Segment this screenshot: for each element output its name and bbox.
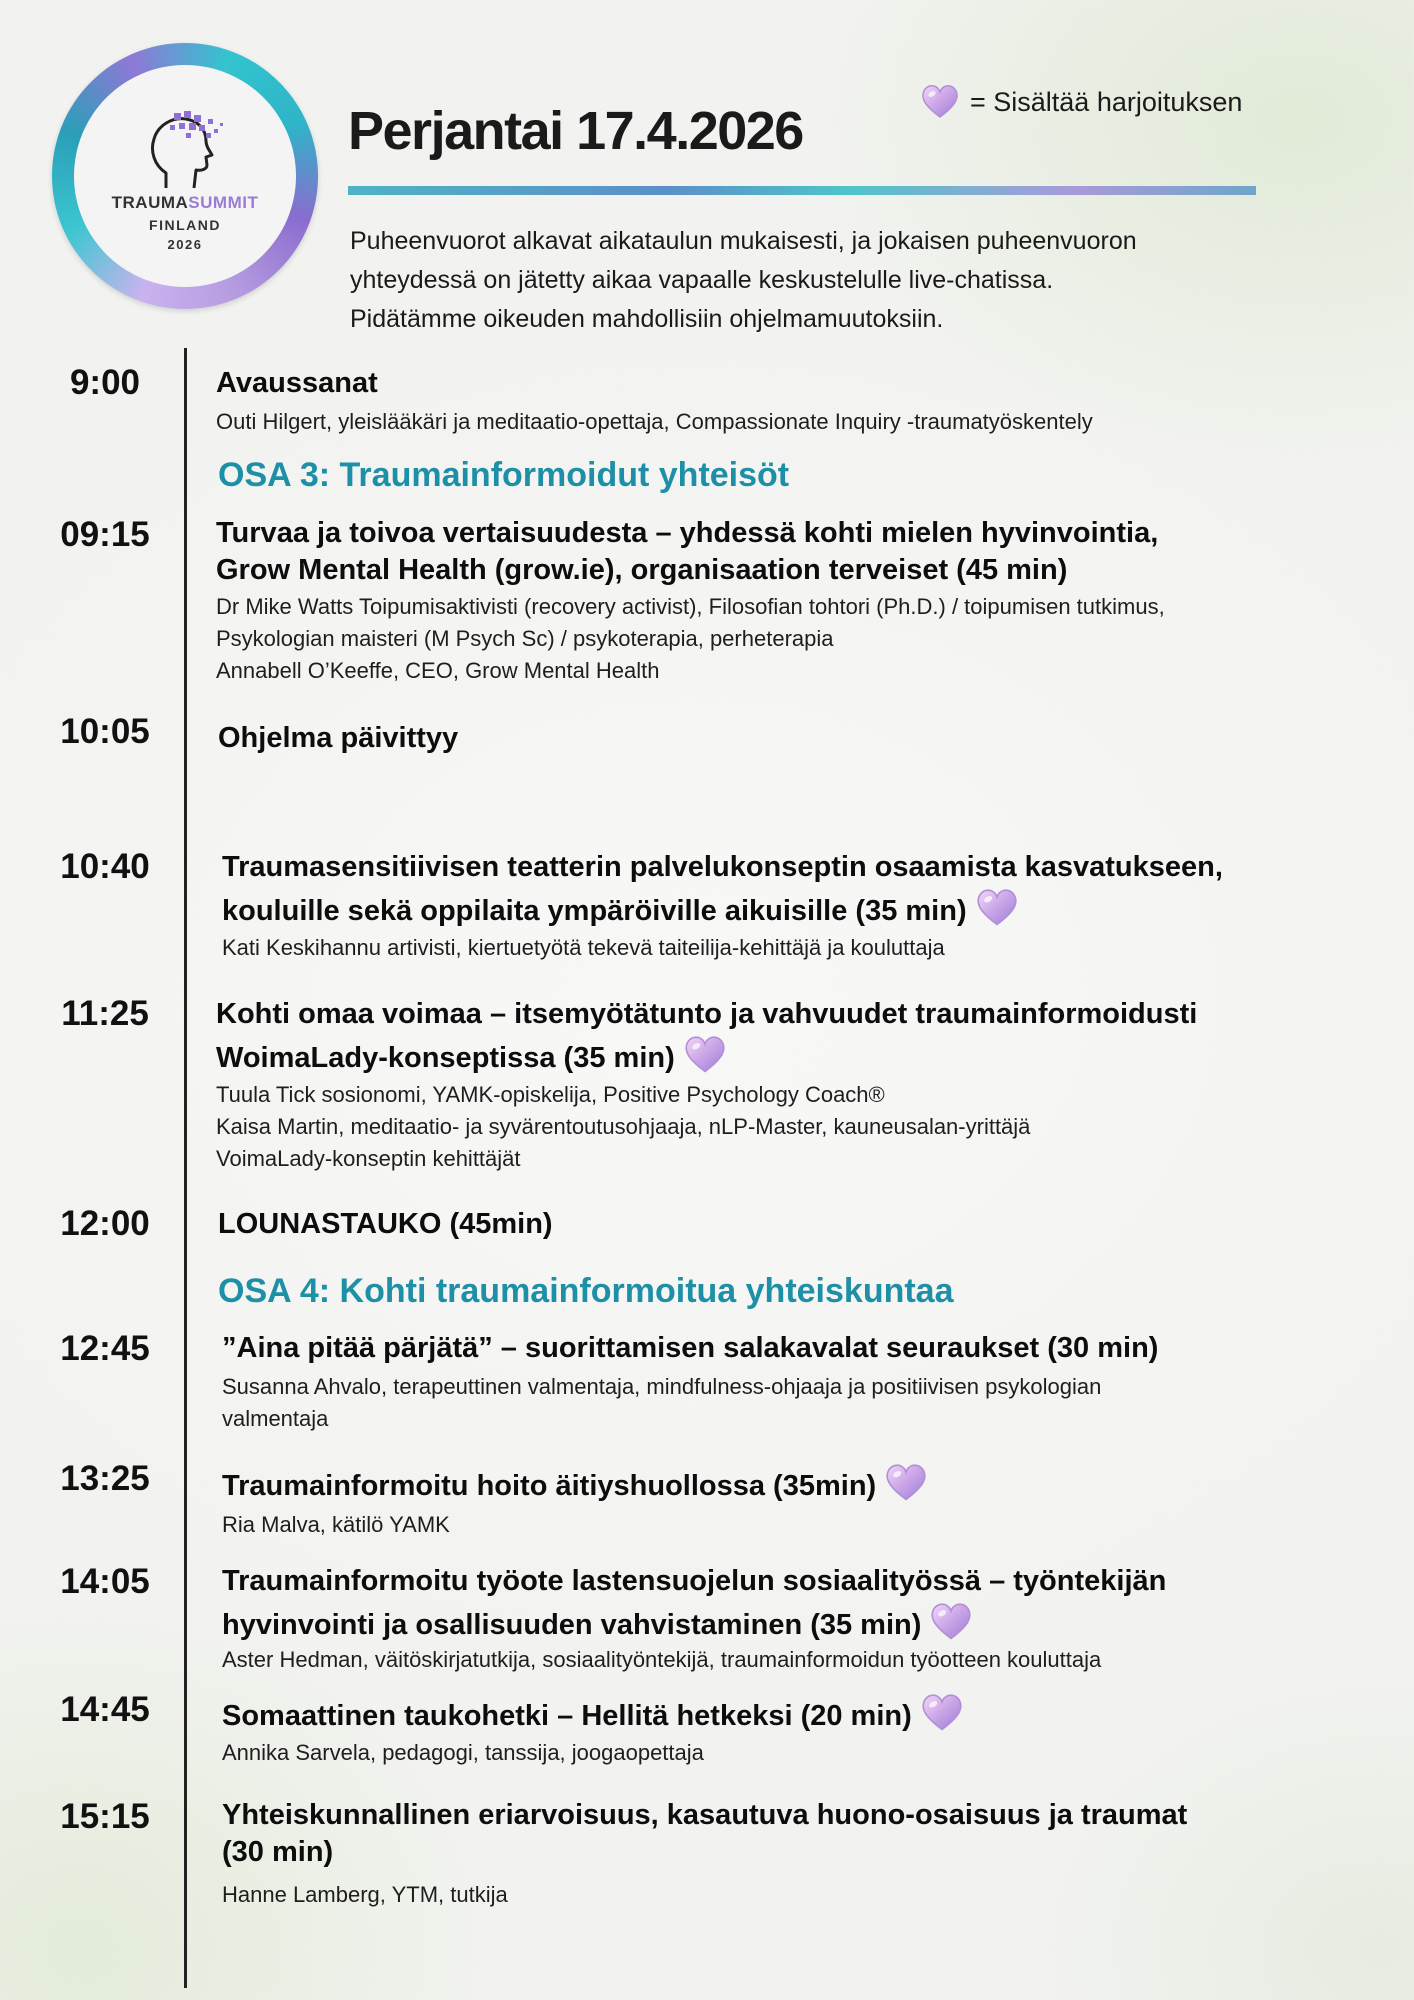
time-label: 14:05 <box>60 1562 150 1601</box>
schedule-item <box>218 1206 1414 1243</box>
session-title: Kohti omaa voimaa – itsemyötätunto ja vahvuudet traumainformoidusti WoimaLady-konseptissa (35 min) <box>216 996 1414 1077</box>
time-label: 15:15 <box>60 1797 150 1836</box>
session-title: ”Aina pitää pärjätä” – suorittamisen salakavalat seuraukset (30 min) <box>222 1332 1159 1364</box>
schedule-item <box>222 1330 1414 1435</box>
schedule-item <box>222 849 1414 964</box>
speaker-line: VoimaLady-konseptin kehittäjät <box>216 1146 521 1171</box>
heart-icon <box>683 1033 727 1077</box>
session-title: Somaattinen taukohetki – Hellitä hetkeksi (20 min) <box>222 1691 1414 1735</box>
speaker-line: Outi Hilgert, yleislääkäri ja meditaatio-opettaja, Compassionate Inquiry -traumatyöskentely <box>216 409 1093 434</box>
speaker-line: valmentaja <box>222 1406 329 1431</box>
head-profile-icon <box>136 103 236 193</box>
time-label: 09:15 <box>60 515 150 554</box>
schedule-item <box>216 515 1414 687</box>
speaker-line: Aster Hedman, väitöskirjatutkija, sosiaalityöntekijä, traumainformoidun työotteen kouluttaja <box>222 1647 1102 1672</box>
timeline-line <box>184 348 187 1988</box>
heart-icon <box>884 1461 928 1505</box>
legend <box>920 82 1242 122</box>
intro-line: Puheenvuorot alkavat aikataulun mukaisesti, ja jokaisen puheenvuoron <box>350 227 1137 255</box>
title-divider <box>348 186 1256 195</box>
speaker-line: Hanne Lamberg, YTM, tutkija <box>222 1882 508 1907</box>
session-title: Traumainformoitu hoito äitiyshuollossa (35min) <box>222 1461 1414 1505</box>
section-heading-osa3: OSA 3: Traumainformoidut yhteisöt <box>218 456 790 494</box>
page-title: Perjantai 17.4.2026 <box>348 101 803 161</box>
schedule-item <box>218 720 1414 757</box>
intro-text <box>350 222 1300 339</box>
logo-year: 2026 <box>167 237 203 252</box>
time-label: 12:00 <box>60 1204 150 1243</box>
time-label: 10:05 <box>60 712 150 751</box>
speaker-line: Annika Sarvela, pedagogi, tanssija, joogaopettaja <box>222 1740 704 1765</box>
intro-line: Pidätämme oikeuden mahdollisiin ohjelmamuutoksiin. <box>350 305 944 333</box>
time-label: 13:25 <box>60 1459 150 1498</box>
session-title: Avaussanat <box>216 367 378 399</box>
time-label: 9:00 <box>69 363 141 402</box>
time-label: 11:25 <box>61 994 149 1033</box>
time-label: 12:45 <box>60 1329 150 1368</box>
intro-line: yhteydessä on jätetty aikaa vapaalle keskustelulle live-chatissa. <box>350 266 1054 294</box>
schedule-item <box>222 1461 1414 1541</box>
speaker-line: Psykologian maisteri (M Psych Sc) / psykoterapia, perheterapia <box>216 626 834 651</box>
session-title: Traumainformoitu työote lastensuojelun sosiaalityössä – työntekijän hyvinvointi ja osallisuuden vahvistaminen (35 min) <box>222 1563 1414 1644</box>
speaker-line: Ria Malva, kätilö YAMK <box>222 1512 450 1537</box>
heart-icon <box>929 1600 973 1644</box>
session-title: LOUNASTAUKO (45min) <box>218 1208 553 1240</box>
session-title: Yhteiskunnallinen eriarvoisuus, kasautuva huono-osaisuus ja traumat (30 min) <box>222 1799 1188 1868</box>
heart-icon <box>975 886 1019 930</box>
speaker-line: Tuula Tick sosionomi, YAMK-opiskelija, Positive Psychology Coach® <box>216 1082 885 1107</box>
speaker-line: Dr Mike Watts Toipumisaktivisti (recovery activist), Filosofian tohtori (Ph.D.) / toipumisen tutkimus, <box>216 594 1165 619</box>
time-label: 10:40 <box>60 847 150 886</box>
session-title: Ohjelma päivittyy <box>218 722 459 754</box>
session-title: Traumasensitiivisen teatterin palvelukonseptin osaamista kasvatukseen, kouluille sekä oppilaita ympäröiville aikuisille (35 min) <box>222 849 1414 930</box>
speaker-line: Kati Keskihannu artivisti, kiertuetyötä tekevä taiteilija-kehittäjä ja kouluttaja <box>222 935 945 960</box>
logo-inner <box>74 65 296 287</box>
trauma-summit-logo <box>52 43 318 309</box>
schedule-item <box>222 1563 1414 1676</box>
schedule-item <box>216 996 1414 1175</box>
speaker-line: Susanna Ahvalo, terapeuttinen valmentaja, mindfulness-ohjaaja ja positiivisen psykologian <box>222 1374 1102 1399</box>
logo-country: FINLAND <box>149 217 221 233</box>
speaker-line: Kaisa Martin, meditaatio- ja syvärentoutusohjaaja, nLP-Master, kauneusalan-yrittäjä <box>216 1114 1031 1139</box>
heart-icon <box>920 82 960 122</box>
section-heading-osa4: OSA 4: Kohti traumainformoitua yhteiskuntaa <box>218 1272 954 1310</box>
speaker-line: Annabell O’Keeffe, CEO, Grow Mental Health <box>216 658 660 683</box>
legend-text: = Sisältää harjoituksen <box>970 86 1243 117</box>
heart-icon <box>920 1691 964 1735</box>
logo-title: TRAUMASUMMIT <box>111 193 259 212</box>
schedule-item <box>222 1797 1414 1911</box>
schedule-item <box>222 1691 1414 1769</box>
schedule-item <box>216 365 1414 438</box>
session-title: Turvaa ja toivoa vertaisuudesta – yhdessä kohti mielen hyvinvointia, Grow Mental Health (grow.ie), organisaation terveiset (45 min) <box>216 517 1159 586</box>
time-label: 14:45 <box>60 1690 150 1729</box>
